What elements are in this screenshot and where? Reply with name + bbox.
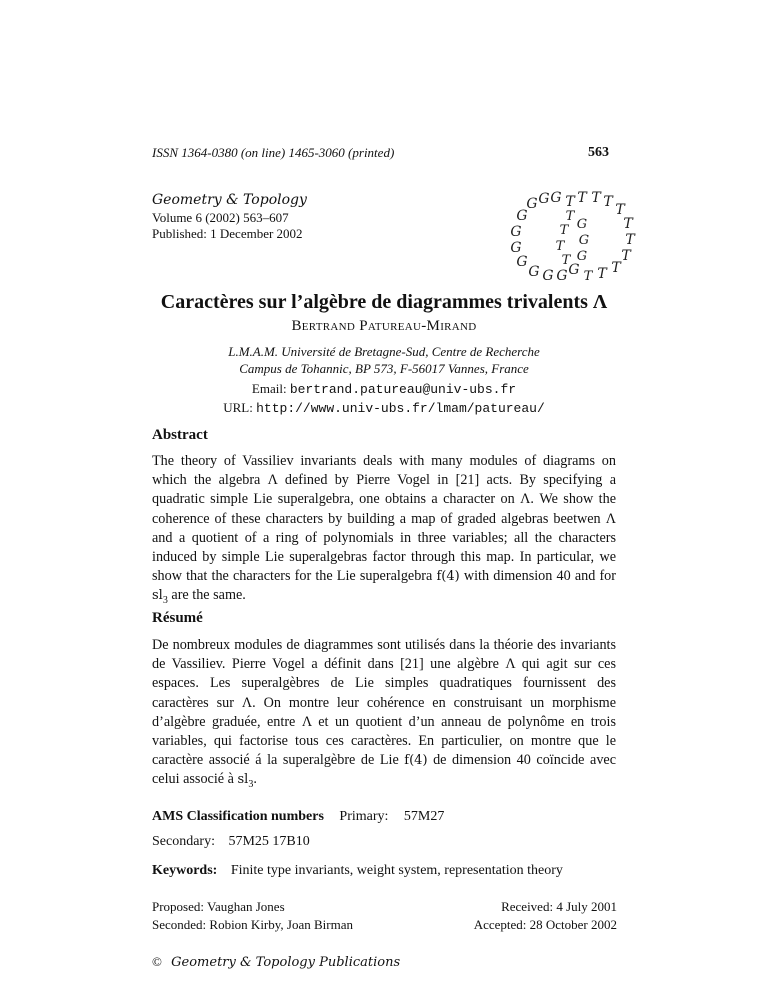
logo-letter-g: G <box>568 262 580 278</box>
url-line <box>0 400 768 416</box>
url-label: URL: <box>223 400 253 415</box>
secondary-classification <box>152 834 310 850</box>
resume-f4: f(4) <box>404 753 428 769</box>
logo-letter-g: G <box>510 240 522 256</box>
resume-text-c: . <box>253 771 257 788</box>
journal-name: Geometry & Topology <box>152 192 307 208</box>
issn-line: ISSN 1364-0380 (on line) 1465-3060 (printed) <box>152 145 395 160</box>
logo-letter-g: G <box>516 254 528 270</box>
abstract-sl-sub: 3 <box>162 595 168 607</box>
keywords-value: Finite type invariants, weight system, representation theory <box>230 863 563 878</box>
copyright-symbol: © <box>152 954 162 969</box>
abstract-heading: Abstract <box>152 427 208 443</box>
logo-letter-t: T <box>577 190 587 206</box>
copyright-line <box>152 954 400 970</box>
ams-classification <box>152 809 444 825</box>
journal-logo <box>500 186 640 282</box>
page-number: 563 <box>588 145 609 160</box>
abstract-text-b: with dimension 40 and for <box>459 568 616 585</box>
logo-letter-t: T <box>591 190 601 206</box>
keywords <box>152 863 563 879</box>
email-label: Email: <box>251 381 287 396</box>
logo-letter-t: T <box>625 232 635 248</box>
logo-letter-g: G <box>576 249 588 264</box>
journal-volume: Volume 6 (2002) 563–607 <box>152 210 289 225</box>
resume-sl: sl <box>237 772 249 788</box>
abstract-text-a: The theory of Vassiliev invariants deals with many modules of diagrams on which the algebra Λ defined by Pierre Vogel in [21] acts. By specifying a quadratic simple Lie superalgebra, one obtains a character on Λ. We show the coherence of these characters by building a map of graded algebras beetwen Λ and a quotient of a ring of polynomials in three variables; all the characters induced by simple Lie superalgebras factor through this map. In particular, we show that the characters for the Lie superalgebra <box>152 453 616 585</box>
logo-letter-t: T <box>565 194 575 210</box>
secondary-codes: 57M25 17B10 <box>228 834 310 849</box>
received-date: Received: 4 July 2001 <box>501 899 617 914</box>
abstract-f4: f(4) <box>436 569 460 585</box>
abstract-text-c: are the same. <box>167 587 246 604</box>
paper-title: Caractères sur l’algèbre de diagrammes trivalents Λ <box>160 291 608 313</box>
logo-letter-t: T <box>559 223 569 238</box>
resume-text <box>152 636 616 794</box>
logo-letter-g: G <box>516 208 528 224</box>
primary-label: Primary: <box>339 809 389 824</box>
logo-letter-t: T <box>615 202 625 218</box>
accepted-date: Accepted: 28 October 2002 <box>473 917 617 932</box>
resume-text-a: De nombreux modules de diagrammes sont utilisés dans la théorie des invariants de Vassiliev. Pierre Vogel a définit dans [21] une algèbre Λ qui agit sur ces espaces. Les superalgèbres de Lie simples quadratiques fournissent des caractères sur Λ. On montre leur cohérence en construisant un morphisme d’algèbre graduée, entre Λ et un quotient d’un anneau de polynôme en trois variables, qui factorise tous ces caractères. En particulier, on montre que le caractère associé á la superalgèbre de Lie <box>152 637 616 769</box>
logo-letter-t: T <box>611 260 621 276</box>
secondary-label: Secondary: <box>152 834 215 849</box>
abstract-text <box>152 452 616 610</box>
resume-heading: Résumé <box>152 610 203 626</box>
logo-letter-t: T <box>583 269 593 282</box>
logo-letter-g: G <box>538 191 550 207</box>
logo-letter-g: G <box>528 264 540 280</box>
keywords-label: Keywords: <box>152 863 218 878</box>
logo-letter-g: G <box>550 190 562 206</box>
ams-label: AMS Classification numbers <box>152 809 324 824</box>
seconded-by: Seconded: Robion Kirby, Joan Birman <box>152 917 353 932</box>
logo-letter-t: T <box>603 194 613 210</box>
email-line <box>0 381 768 397</box>
logo-letter-t: T <box>565 209 575 224</box>
logo-letter-g: G <box>510 224 522 240</box>
publication-date: Published: 1 December 2002 <box>152 226 303 241</box>
logo-letter-g: G <box>556 268 568 282</box>
publisher-name: Geometry & Topology Publications <box>171 955 401 970</box>
author-name: Bertrand Patureau-Mirand <box>291 318 477 334</box>
logo-letter-t: T <box>555 239 565 254</box>
resume-text-b: de dimension 40 coïncide avec celui associé à <box>152 752 617 788</box>
resume-sl-sub: 3 <box>248 779 254 791</box>
proposed-by: Proposed: Vaughan Jones <box>152 899 285 914</box>
logo-letter-g: G <box>542 268 554 282</box>
logo-letter-t: T <box>561 253 571 268</box>
logo-letter-g: G <box>578 233 590 248</box>
logo-letter-t: T <box>597 266 607 282</box>
primary-codes: 57M27 <box>403 809 445 824</box>
email-link[interactable]: bertrand.patureau@univ-ubs.fr <box>289 382 517 397</box>
logo-letter-g: G <box>526 196 538 212</box>
logo-letter-t: T <box>621 248 631 264</box>
affiliation-line-2: Campus de Tohannic, BP 573, F-56017 Vannes, France <box>239 361 529 376</box>
logo-letter-g: G <box>576 217 588 232</box>
affiliation-line-1: L.M.A.M. Université de Bretagne-Sud, Centre de Recherche <box>228 344 540 359</box>
url-link[interactable]: http://www.univ-ubs.fr/lmam/patureau/ <box>256 401 545 416</box>
abstract-sl: sl <box>152 588 163 604</box>
logo-letter-t: T <box>623 216 633 232</box>
